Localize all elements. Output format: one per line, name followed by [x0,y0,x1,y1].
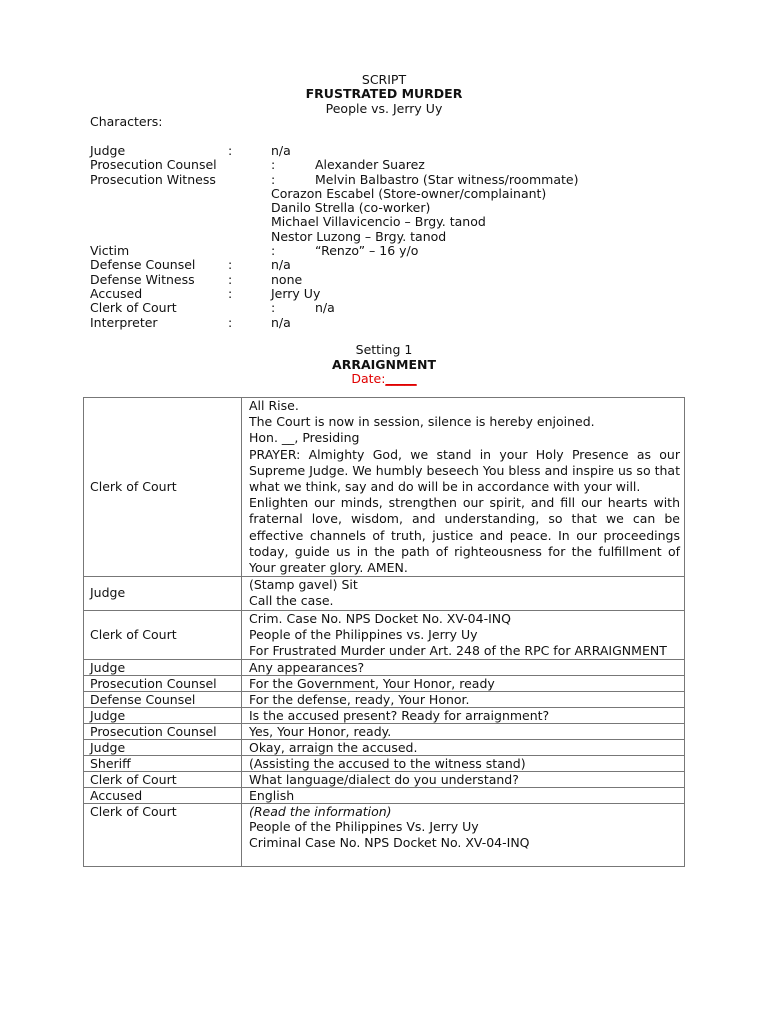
character-separator: : [228,257,233,273]
character-separator: : [228,314,233,330]
characters-heading: Characters: [90,114,163,129]
dialogue-cell: For the defense, ready, Your Honor. [242,692,685,708]
dialogue-cell: Okay, arraign the accused. [242,740,685,756]
character-name: Corazon Escabel (Store-owner/complainant) [271,185,547,201]
dialogue-cell: (Assisting the accused to the witness stand) [242,756,685,772]
character-separator: : [271,300,276,316]
speaker-cell: Prosecution Counsel [84,676,242,692]
character-role: Accused [90,285,143,301]
table-row [84,724,685,740]
table-row [84,692,685,708]
character-name: none [271,271,303,287]
character-row [90,271,303,287]
character-separator: : [228,271,233,287]
case-subtitle: People vs. Jerry Uy [325,101,443,116]
speaker-cell: Defense Counsel [84,692,242,708]
character-role: Defense Witness [90,271,195,287]
speaker-cell: Judge [84,740,242,756]
dialogue-cell: Yes, Your Honor, ready. [242,724,685,740]
character-role: Prosecution Counsel [90,157,217,173]
dialogue-line: Enlighten our minds, strengthen our spirit, and fill our hearts with fraternal love, wisdom, and understanding, so that we can be effective channels of truth, justice and peace. In our proceedings today, guide us in the path of righteousness for the fulfillment of Your greater glory. AMEN. [249,495,680,576]
character-row [90,143,291,158]
speaker-cell: Clerk of Court [84,398,242,577]
table-row [84,577,685,610]
character-separator: : [228,143,233,158]
table-row [84,804,685,867]
character-name: Alexander Suarez [315,157,425,173]
character-separator: : [271,171,276,187]
dialogue-cell [242,610,685,660]
character-role: Defense Counsel [90,257,196,273]
speaker-cell: Prosecution Counsel [84,724,242,740]
dialogue-line: Call the case. [249,593,334,609]
speaker-cell: Clerk of Court [84,804,242,867]
character-name: Nestor Luzong – Brgy. tanod [271,228,447,244]
speaker-cell: Clerk of Court [84,772,242,788]
character-role: Clerk of Court [90,300,177,316]
dialogue-cell: Is the accused present? Ready for arraignment? [242,708,685,724]
table-row [84,398,685,577]
character-role: Prosecution Witness [90,171,216,187]
character-row [90,285,321,301]
dialogue-line: PRAYER: Almighty God, we stand in your Holy Presence as our Supreme Judge. We humbly beseech You bless and inspire us so that what we think, say and do will be in accordance with your will. [249,446,680,495]
character-separator: : [271,243,276,259]
speaker-cell: Clerk of Court [84,610,242,660]
dialogue-line: The Court is now in session, silence is hereby enjoined. [249,414,595,430]
character-name: n/a [315,300,335,316]
dialogue-cell [242,398,685,577]
character-row [90,157,425,173]
dialogue-line: (Stamp gavel) Sit [249,577,358,593]
dialogue-line: For Frustrated Murder under Art. 248 of the RPC for ARRAIGNMENT [249,643,667,659]
dialogue-line: People of the Philippines Vs. Jerry Uy [249,819,479,835]
character-row [90,200,431,216]
speaker-cell: Judge [84,660,242,676]
character-row [90,214,486,230]
setting-label: Setting 1 [355,342,413,357]
character-name: Melvin Balbastro (Star witness/roommate) [315,171,579,187]
character-name: n/a [271,314,291,330]
speaker-cell: Judge [84,577,242,610]
character-row [90,257,291,273]
script-table [83,397,685,867]
character-row [90,314,291,330]
table-row [84,740,685,756]
character-row [90,171,579,187]
character-name: n/a [271,257,291,273]
setting-date [0,371,768,386]
character-row [90,185,547,201]
dialogue-cell [242,804,685,867]
speaker-cell: Sheriff [84,756,242,772]
character-name: Michael Villavicencio – Brgy. tanod [271,214,486,230]
character-name: n/a [271,143,291,158]
dialogue-cell: For the Government, Your Honor, ready [242,676,685,692]
dialogue-line: People of the Philippines vs. Jerry Uy [249,626,478,642]
characters-section [90,114,579,330]
character-separator: : [271,157,276,173]
dialogue-line: Criminal Case No. NPS Docket No. XV-04-INQ [249,835,530,851]
document-title: FRUSTRATED MURDER [305,86,463,101]
table-row [84,708,685,724]
table-row [84,676,685,692]
dialogue-direction: (Read the information) [249,804,392,820]
dialogue-line: Hon. __, Presiding [249,430,360,446]
character-role: Victim [90,243,130,259]
table-row [84,660,685,676]
speaker-cell: Judge [84,708,242,724]
table-row [84,756,685,772]
character-row [90,300,335,316]
dialogue-line: Crim. Case No. NPS Docket No. XV-04-INQ [249,610,511,626]
dialogue-line: All Rise. [249,398,299,413]
character-name: Danilo Strella (co-worker) [271,200,431,216]
dialogue-cell: English [242,788,685,804]
script-label: SCRIPT [361,72,407,87]
table-row [84,788,685,804]
character-name: “Renzo” – 16 y/o [315,243,419,259]
date-label: Date: [351,371,386,386]
character-name: Jerry Uy [271,285,321,301]
character-row [90,243,419,259]
table-row [84,610,685,660]
character-row [90,228,447,244]
character-role: Judge [90,143,126,158]
character-role: Interpreter [90,314,158,330]
speaker-cell: Accused [84,788,242,804]
date-blank: _____ [385,371,417,386]
dialogue-cell [242,577,685,610]
dialogue-cell: Any appearances? [242,660,685,676]
character-separator: : [228,285,233,301]
setting-title: ARRAIGNMENT [332,357,436,372]
dialogue-cell: What language/dialect do you understand? [242,772,685,788]
table-row [84,772,685,788]
